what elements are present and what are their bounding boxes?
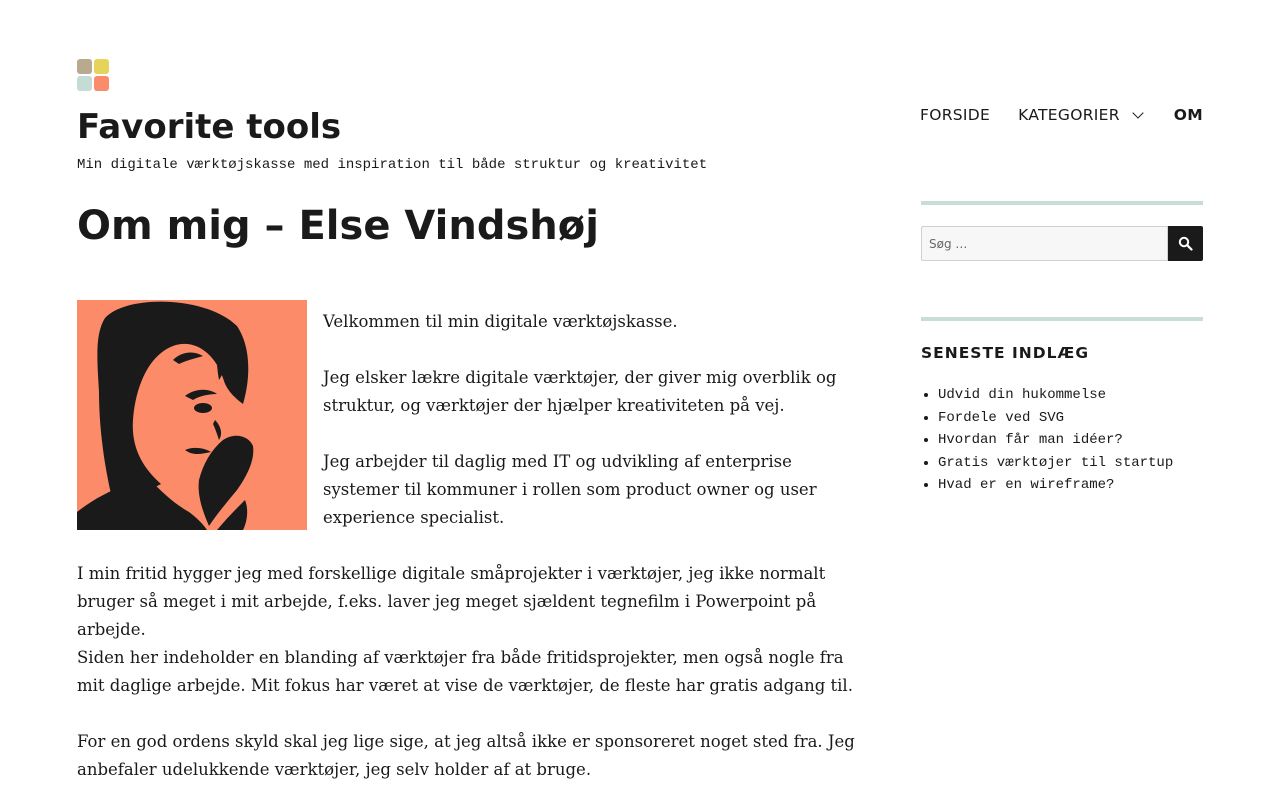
search-input[interactable] bbox=[921, 226, 1168, 261]
nav-item-forside[interactable] bbox=[920, 103, 990, 127]
list-item bbox=[938, 474, 1203, 497]
site-logo[interactable] bbox=[77, 59, 109, 91]
logo-square-1 bbox=[77, 59, 92, 74]
widget-divider bbox=[921, 201, 1203, 205]
recent-post-link[interactable]: Gratis værktøjer til startup bbox=[938, 454, 1174, 471]
widget-divider bbox=[921, 317, 1203, 321]
intro-paragraph: Velkommen til min digitale værktøjskasse. bbox=[323, 312, 678, 331]
search-button[interactable] bbox=[1168, 226, 1203, 261]
chevron-down-icon[interactable] bbox=[1132, 107, 1143, 118]
nav-item-label: OM bbox=[1173, 106, 1203, 124]
content-paragraph: For en god ordens skyld skal jeg lige sige, at jeg altså ikke er sponsoreret noget sted fra. Jeg anbefaler udelukkende værktøjer, jeg selv holder af at bruge. bbox=[77, 732, 855, 779]
recent-post-link[interactable]: Fordele ved SVG bbox=[938, 409, 1065, 426]
search-icon bbox=[1178, 236, 1193, 251]
site-tagline: Min digitale værktøjskasse med inspiration til både struktur og kreativitet bbox=[77, 157, 708, 173]
content-paragraph: Jeg arbejder til daglig med IT og udvikling af enterprise systemer til kommuner i rollen som product owner og user experience specialist. bbox=[323, 452, 817, 527]
logo-square-3 bbox=[77, 76, 92, 91]
profile-portrait bbox=[77, 300, 307, 530]
content-paragraph: Jeg elsker lækre digitale værktøjer, der giver mig overblik og struktur, og værktøjer der hjælper kreativiteten på vej. bbox=[323, 368, 837, 415]
recent-post-link[interactable]: Hvordan får man idéer? bbox=[938, 432, 1123, 448]
main-navigation bbox=[920, 103, 1203, 127]
logo-square-2 bbox=[94, 59, 109, 74]
nav-item-om[interactable] bbox=[1174, 103, 1203, 127]
recent-post-link[interactable]: Hvad er en wireframe? bbox=[938, 477, 1115, 493]
site-title[interactable]: Favorite tools bbox=[77, 107, 342, 147]
content-paragraph: I min fritid hygger jeg med forskellige digitale småprojekter i værktøjer, jeg ikke normalt bruger så meget i mit arbejde, f.eks. laver jeg meget sjældent tegnefilm i Powerpoint på arbejde. bbox=[77, 564, 826, 639]
nav-item-label: FORSIDE bbox=[920, 106, 991, 124]
list-item bbox=[938, 407, 1203, 430]
list-item bbox=[938, 452, 1203, 475]
recent-post-link[interactable]: Udvid din hukommelse bbox=[938, 387, 1107, 403]
content-paragraph: Siden her indeholder en blanding af værktøjer fra både fritidsprojekter, men også nogle fra mit daglige arbejde. Mit fokus har været at vise de værktøjer, de fleste har gratis adgang til. bbox=[77, 648, 853, 695]
nav-item-kategorier[interactable] bbox=[1018, 103, 1146, 127]
recent-posts-title: SENESTE INDLÆG bbox=[921, 344, 1090, 362]
nav-item-label: KATEGORIER bbox=[1018, 106, 1120, 124]
list-item bbox=[938, 429, 1203, 452]
list-item bbox=[938, 384, 1203, 407]
page-title: Om mig – Else Vindshøj bbox=[77, 203, 599, 249]
logo-square-4 bbox=[94, 76, 109, 91]
recent-posts-list bbox=[921, 384, 1203, 497]
